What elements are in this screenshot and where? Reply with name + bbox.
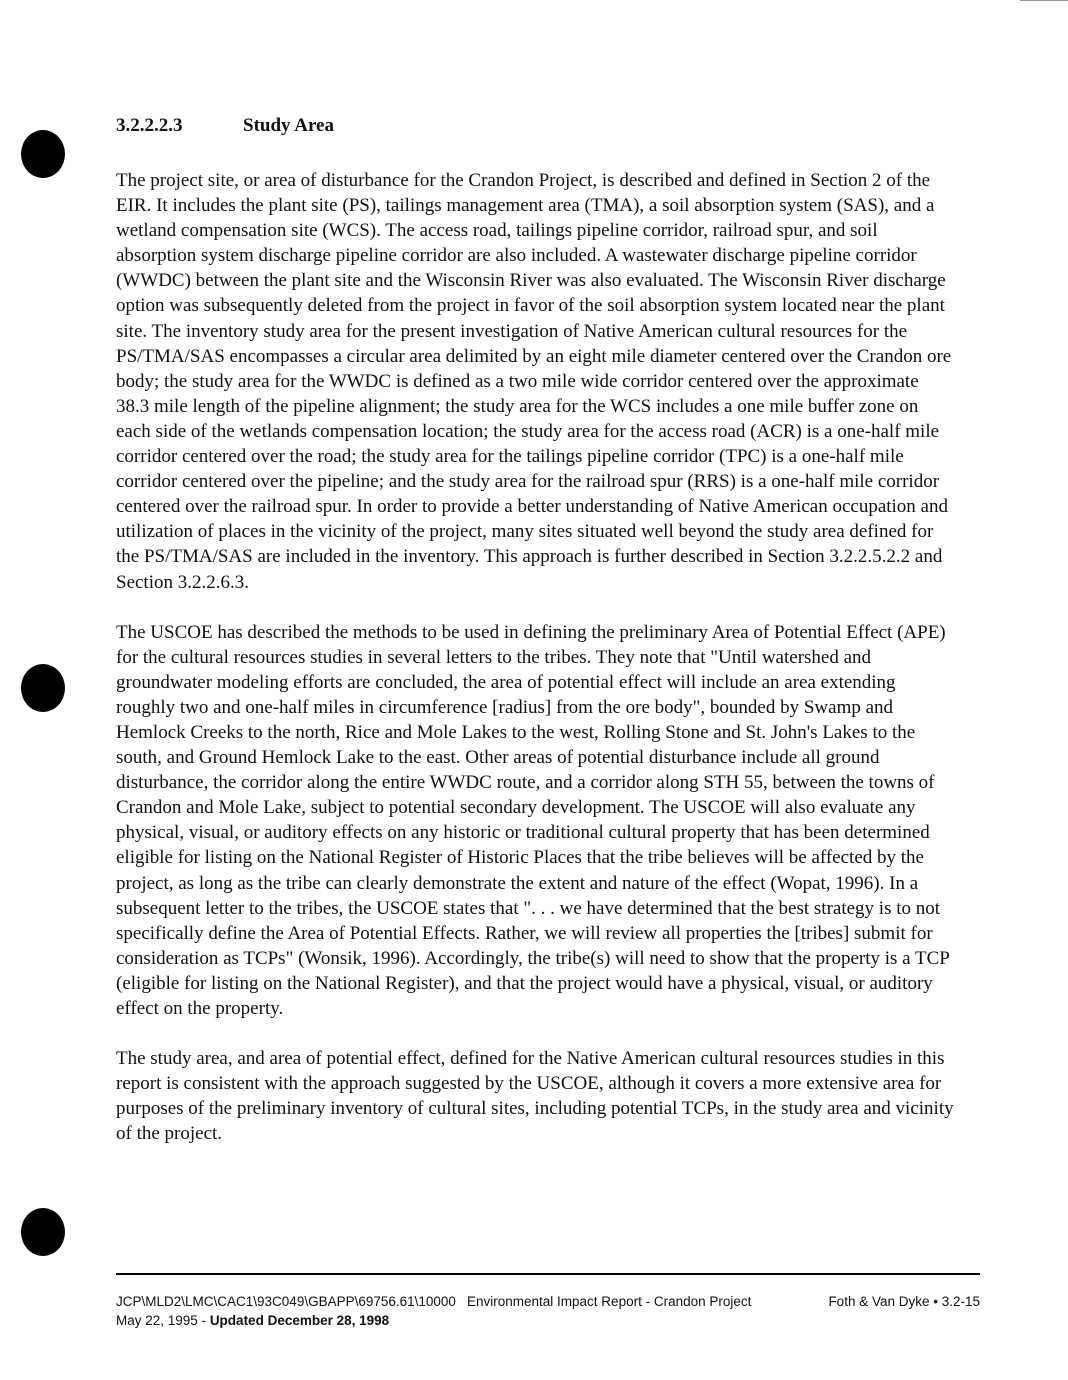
footer-file-path: JCP\MLD2\LMC\CAC1\93C049\GBAPP\69756.61\10000 xyxy=(116,1294,456,1309)
paragraph-study-area-definition: The project site, or area of disturbance for the Crandon Project, is described and defined in Section 2 of the EIR. It includes the plant site (PS), tailings management area (TMA), a soil absorption system (SAS), and a wetland compensation site (WCS). The access road, tailings pipeline corridor, railroad spur, and soil absorption system discharge pipeline corridor are also included. A wastewater discharge pipeline corridor (WWDC) between the plant site and the Wisconsin River was also evaluated. The Wisconsin River discharge option was subsequently deleted from the project in favor of the soil absorption system located near the plant site. The inventory study area for the present investigation of Native American cultural resources for the PS/TMA/SAS encompasses a circular area delimited by an eight mile diameter centered over the Crandon ore body; the study area for the WWDC is defined as a two mile wide corridor centered over the approximate 38.3 mile length of the pipeline alignment; the study area for the WCS includes a one mile buffer zone on each side of the wetlands compensation location; the study area for the access road (ACR) is a one-half mile corridor centered over the road; the study area for the tailings pipeline corridor (TPC) is a one-half mile corridor centered over the pipeline; and the study area for the railroad spur (RRS) is a one-half mile corridor centered over the railroad spur. In order to provide a better understanding of Native American occupation and utilization of places in the vicinity of the project, many sites situated well beyond the study area defined for the PS/TMA/SAS are included in the inventory. This approach is further described in Section 3.2.2.5.2.2 and Section 3.2.2.6.3. xyxy=(116,170,952,593)
paragraph-consistency: The study area, and area of potential effect, defined for the Native American cultural resources studies in this report is consistent with the approach suggested by the USCOE, although it covers a more extensive area for purposes of the preliminary inventory of cultural sites, including potential TCPs, in the study area and vicinity of the project. xyxy=(116,1048,954,1145)
binder-hole-middle xyxy=(21,664,65,712)
footer-date xyxy=(116,1311,389,1330)
document-body xyxy=(116,112,956,1171)
footer-divider xyxy=(116,1273,980,1275)
paragraph-uscoe-methods: The USCOE has described the methods to be used in defining the preliminary Area of Potential Effect (APE) for the cultural resources studies in several letters to the tribes. They note that "Until watershed and groundwater modeling efforts are concluded, the area of potential effect will include an area extending roughly two and one-half miles in circumference [radius] from the ore body", bounded by Swamp and Hemlock Creeks to the north, Rice and Mole Lakes to the west, Rolling Stone and St. John's Lakes to the south, and Ground Hemlock Lake to the east. Other areas of potential disturbance include all ground disturbance, the corridor along the entire WWDC route, and a corridor along STH 55, between the towns of Crandon and Mole Lake, subject to potential secondary development. The USCOE will also evaluate any physical, visual, or auditory effects on any historic or traditional cultural property that has been determined eligible for listing on the National Register of Historic Places that the tribe believes will be affected by the project, as long as the tribe can clearly demonstrate the extent and nature of the effect (Wopat, 1996). In a subsequent letter to the tribes, the USCOE states that ". . . we have determined that the best strategy is to not specifically define the Area of Potential Effects. Rather, we will review all properties the [tribes] submit for consideration as TCPs" (Wonsik, 1996). Accordingly, the tribe(s) will need to show that the property is a TCP (eligible for listing on the National Register), and that the project would have a physical, visual, or auditory effect on the property. xyxy=(116,621,950,1019)
footer-date-original: May 22, 1995 - xyxy=(116,1313,210,1328)
section-title: Study Area xyxy=(243,115,334,136)
binder-hole-bottom xyxy=(21,1208,65,1256)
page-edge-line xyxy=(1020,0,1068,1)
footer-report-title: Environmental Impact Report - Crandon Project xyxy=(467,1294,752,1309)
footer-date-updated: Updated December 28, 1998 xyxy=(209,1313,390,1328)
section-heading xyxy=(116,112,956,140)
footer-company-page: Foth & Van Dyke • 3.2-15 xyxy=(828,1294,980,1309)
binder-hole-top xyxy=(21,130,65,178)
page-footer xyxy=(116,1292,980,1330)
section-number: 3.2.2.2.3 xyxy=(116,115,183,136)
